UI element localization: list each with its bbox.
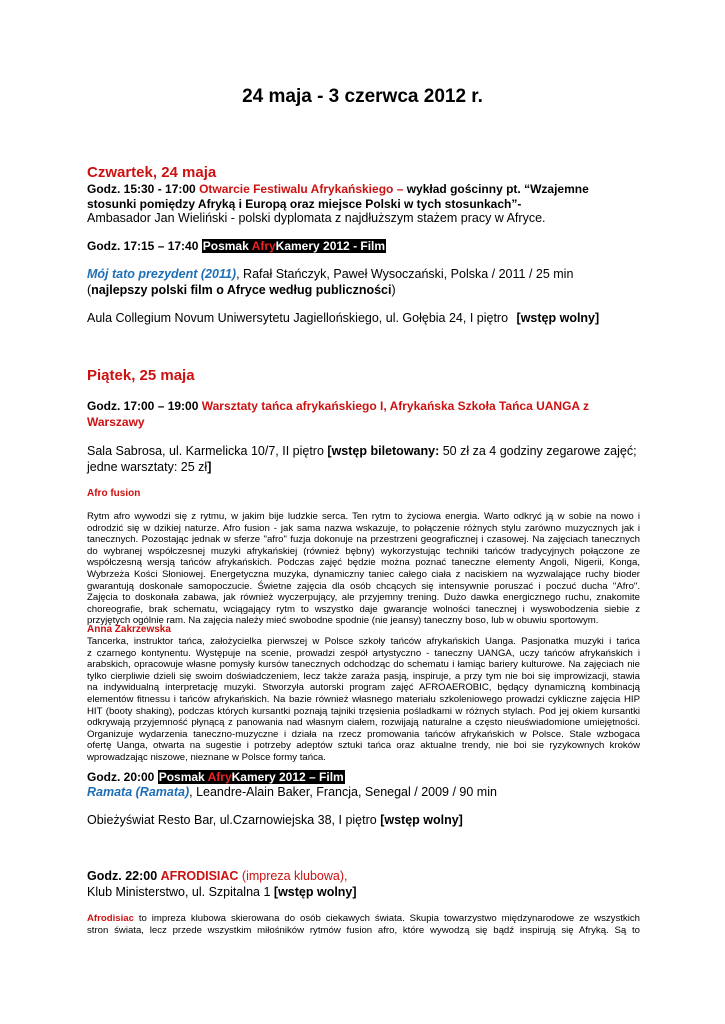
afrodisiac-word: Afrodisiac (87, 913, 134, 924)
thursday-heading: Czwartek, 24 maja (87, 164, 217, 181)
event-time: Godz. 15:30 - 17:00 (87, 182, 196, 196)
film-details: , Leandre-Alain Baker, Francja, Senegal / 2009 / 90 min (189, 785, 497, 799)
event-time: Godz. 20:00 (87, 770, 155, 784)
event-time: Godz. 22:00 (87, 869, 158, 883)
venue-address: Obieżyświat Resto Bar, ul.Czarnowiejska 38, I piętro (87, 813, 377, 827)
lecture-speaker: Ambasador Jan Wieliński - polski dyplomata z najdłuższym stażem pracy w Afryce. (87, 211, 546, 225)
afro-fusion-text: Rytm afro wywodzi się z rytmu, w jakim bije ludzkie serca. Ten rytm to życiowa energia. Warto odkryć ją w sobie na nowo i odrodzić się w dzikiej naturze. Afro fusion - jak sama nazwa wskazuje, to połączenie różnych stylu zarówno muzycznych jak i tanecznych. Pozostając jednak w sferze "afro" fuzja dokonuje na przestrzeni geograficznej i czasowej. Na zajęciach tanecznych do wybranej współczesnej muzyki afrykańskiej (również bębny) wykorzystując techniki tańców tradycyjnych połączone ze współczesną wersją tańców afrykańskich. Podczas zajęć będzie można poznać taneczne elementy Angoli, Nigerii, Konga, Wybrzeża Kości Słoniowej. Energetyczna muzyka, dynamiczny taniec całego ciała z naciskiem na wyzwalające ruchy bioder gwarantują doskonałe samopoczucie. Świetne zajęcia dla osób chcących się intensywnie poruszać i poczuć ducha "Afro". Zajęcia to doskonała zabawa, jak również wyczerpujący, ale przyjemny trening. Dużo dawka energicznego ruchu, znakomite choreografie, brak schematu, wciągający rytm to wszystko daje gwarancje wolności tanecznej i wyswobodzenia siebie z przyjętych ogólnie ram. Na zajęcia należy mieć swobodne spodnie (nie jeansy) taneczny boso, lub w obuwiu sportowym. (87, 511, 640, 627)
thursday-venue (87, 310, 599, 326)
workshop-title-cont: Warszawy (87, 415, 145, 429)
venue-address: Sala Sabrosa, ul. Karmelicka 10/7, II piętro (87, 444, 324, 458)
friday-party-event (87, 868, 348, 884)
workshop-title: Warsztaty tańca afrykańskiego I, Afrykańska Szkoła Tańca UANGA z (201, 399, 589, 413)
entry-badge: [wstęp wolny] (273, 885, 357, 899)
friday-film-venue (87, 812, 463, 828)
party-type: (impreza klubowa), (238, 869, 348, 883)
friday-film-event (87, 769, 345, 785)
film-line (87, 266, 573, 282)
film-series-badge: Posmak AfryKamery 2012 - Film (202, 239, 386, 253)
page-title: 24 maja - 3 czerwca 2012 r. (242, 86, 483, 107)
film-title: Ramata (Ramata) (87, 785, 190, 799)
film-title: Mój tato prezydent (2011) (87, 267, 237, 281)
film-details: , Rafał Stańczyk, Paweł Wysoczański, Polska / 2011 / 25 min (236, 267, 574, 281)
thursday-event-1 (87, 181, 647, 197)
event-title: Otwarcie Festiwalu Afrykańskiego – (199, 182, 404, 196)
lecture-title: wykład gościnny pt. “Wzajemne (406, 182, 589, 196)
friday-film-line (87, 784, 497, 800)
entry-badge: [wstęp wolny] (380, 813, 463, 827)
venue-address: Klub Ministerstwo, ul. Szpitalna 1 (87, 885, 271, 899)
afro-fusion-heading: Afro fusion (87, 488, 141, 499)
instructor-bio: Tancerka, instruktor tańca, założycielka pierwszej w Polsce szkoły tańców afrykańskich Uanga. Pasjonatka muzyki i tańca z czarnego kontynentu. Występuje na scenie, prowadzi zespół artystyczno - taneczny UANGA, uczy tańców afrykańskich i arabskich, opracowuje własne pomysły kursów tanecznych odchodząc do schematu i łamiąc bariery kulturowe. Na zajęciach nie tylko cierpliwie dzieli się swoim doświadczeniem, lecz także zaraża pasją, inspiruje, a przy tym nie boi się improwizacji, stawia na indywidualną interpretację muzyki. Stworzyła autorski program zajęć AFROAEROBIC, będący dynamiczną kombinacją elementów fitnessu i tańców afrykańskich. Na bazie również własnego materiału szkoleniowego prowadzi cykliczne zajęcia HIP HIT (booty shaking), podczas których kursantki poznają tajniki trzęsienia pośladkami w różnych stylach. Pod jej okiem kursantki odkrywają przyjemność płynącą z panowania nad własnym ciałem, rozwijają naturalne a często nieuświadomione umiejętności. Organizuje wydarzenia taneczno-muzyczne i działa na rzecz promowania tańców afrykańskich w Polsce. Stale wzbogaca ofertę Uanga, otwarta na sugestie i potrzeby adeptów sztuki tańca oraz aktualne trendy, nie boi sie ryzykownych kroków wprowadzając niszowe, nieznane w Polsce formy tańca. (87, 636, 640, 763)
film-note: (najlepszy polski film o Afryce według publiczności) (87, 283, 396, 297)
entry-price: 50 zł za 4 godziny zegarowe zajęć; (439, 444, 637, 458)
venue-address: Aula Collegium Novum Uniwersytetu Jagiellońskiego, ul. Gołębia 24, I piętro (87, 311, 509, 325)
event-time: Godz. 17:00 – 19:00 (87, 399, 199, 413)
entry-label: [wstęp biletowany: (327, 444, 440, 458)
workshop-price-cont: jedne warsztaty: 25 zł] (87, 460, 212, 474)
afrodisiac-description: Afrodisiac to impreza klubowa skierowana do osób ciekawych świata. Skupia towarzystwo międzynarodowe ze wszystkich stron świata, lecz przede wszystkim miłośników rytmów fusion afro, które wywodzą się bądź inspirują się Afryką. Są to (87, 913, 640, 936)
thursday-event-2 (87, 238, 386, 254)
entry-badge: [wstęp wolny] (516, 311, 600, 325)
instructor-heading: Anna Zakrzewska (87, 624, 171, 635)
event-time: Godz. 17:15 – 17:40 (87, 239, 199, 253)
film-series-badge: Posmak AfryKamery 2012 – Film (158, 770, 344, 784)
friday-workshop (87, 398, 647, 414)
friday-heading: Piątek, 25 maja (87, 367, 195, 384)
lecture-title-cont: stosunki pomiędzy Afryką i Europą oraz miejsce Polski w tych stosunkach”- (87, 197, 522, 211)
party-venue (87, 884, 357, 900)
workshop-venue (87, 443, 647, 459)
party-name: AFRODISIAC (160, 869, 239, 883)
